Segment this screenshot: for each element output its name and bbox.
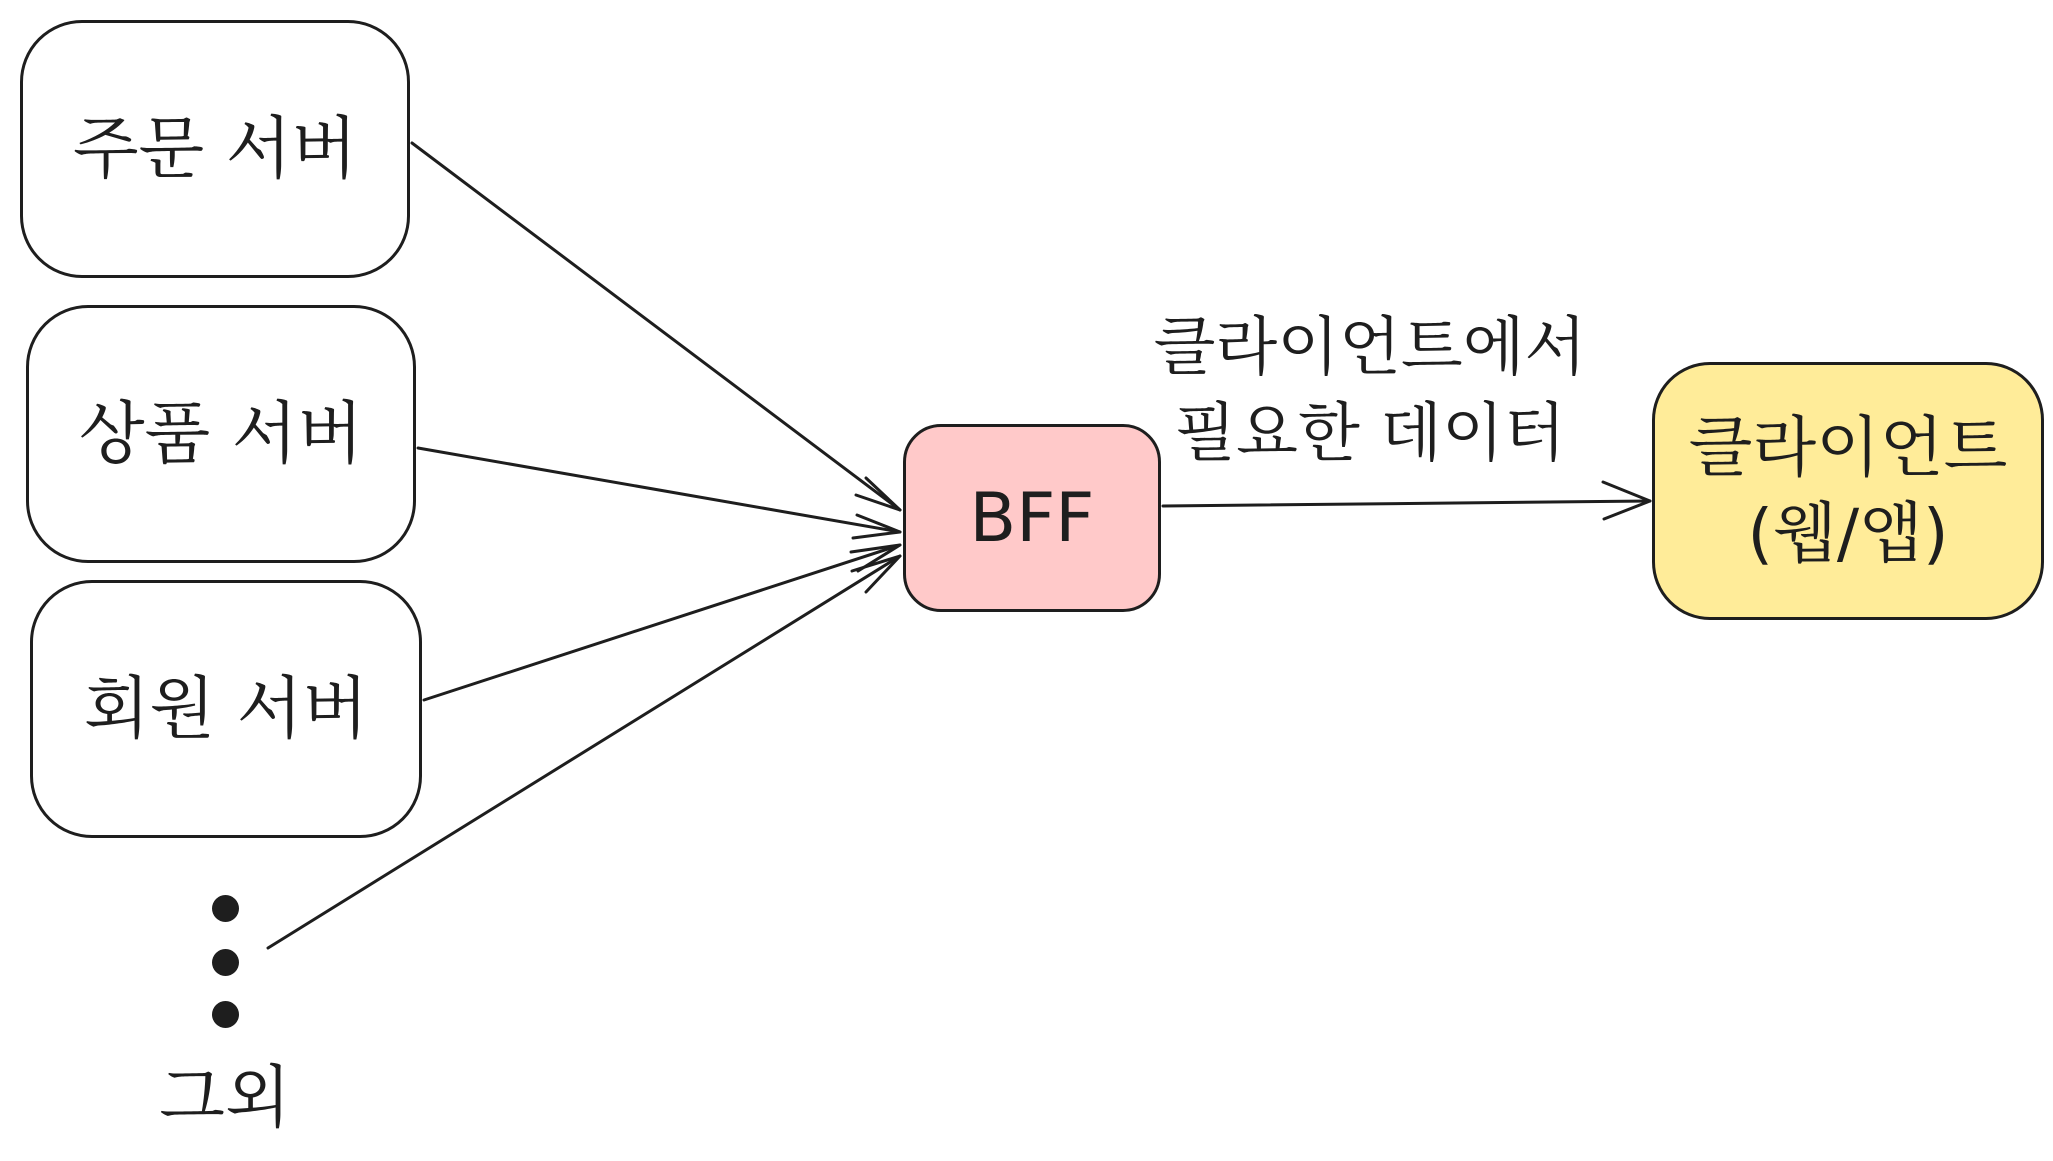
member-server-box: [30, 580, 422, 838]
ellipsis-dot-1: [212, 895, 239, 922]
ellipsis-dot-3: [212, 1001, 239, 1028]
arrow-product-to-bff: [418, 448, 900, 538]
bff-label: BFF: [969, 478, 1095, 558]
member-server-label: 회원 서버: [83, 669, 369, 749]
order-server-box: [20, 20, 410, 278]
client-label-line-1: 클라이언트: [1688, 409, 2008, 487]
arrow-bff-to-client: [1163, 482, 1650, 519]
edge-label-line-2: 필요한 데이터: [1174, 397, 1566, 472]
edge-label-line-1: 클라이언트에서: [1153, 311, 1587, 385]
client-label: [1689, 405, 2008, 577]
client-label-line-2: (웹/앱): [1747, 495, 1949, 572]
order-server-label: 주문 서버: [72, 109, 358, 189]
arrow-order-to-bff: [412, 143, 900, 510]
product-server-box: [26, 305, 416, 563]
product-server-label: 상품 서버: [78, 394, 364, 474]
arrow-member-to-bff: [424, 545, 900, 700]
bff-to-client-edge-label: [1100, 305, 1640, 478]
client-box: [1652, 362, 2044, 620]
others-label: 그외: [159, 1059, 291, 1138]
ellipsis-dot-2: [212, 949, 239, 976]
